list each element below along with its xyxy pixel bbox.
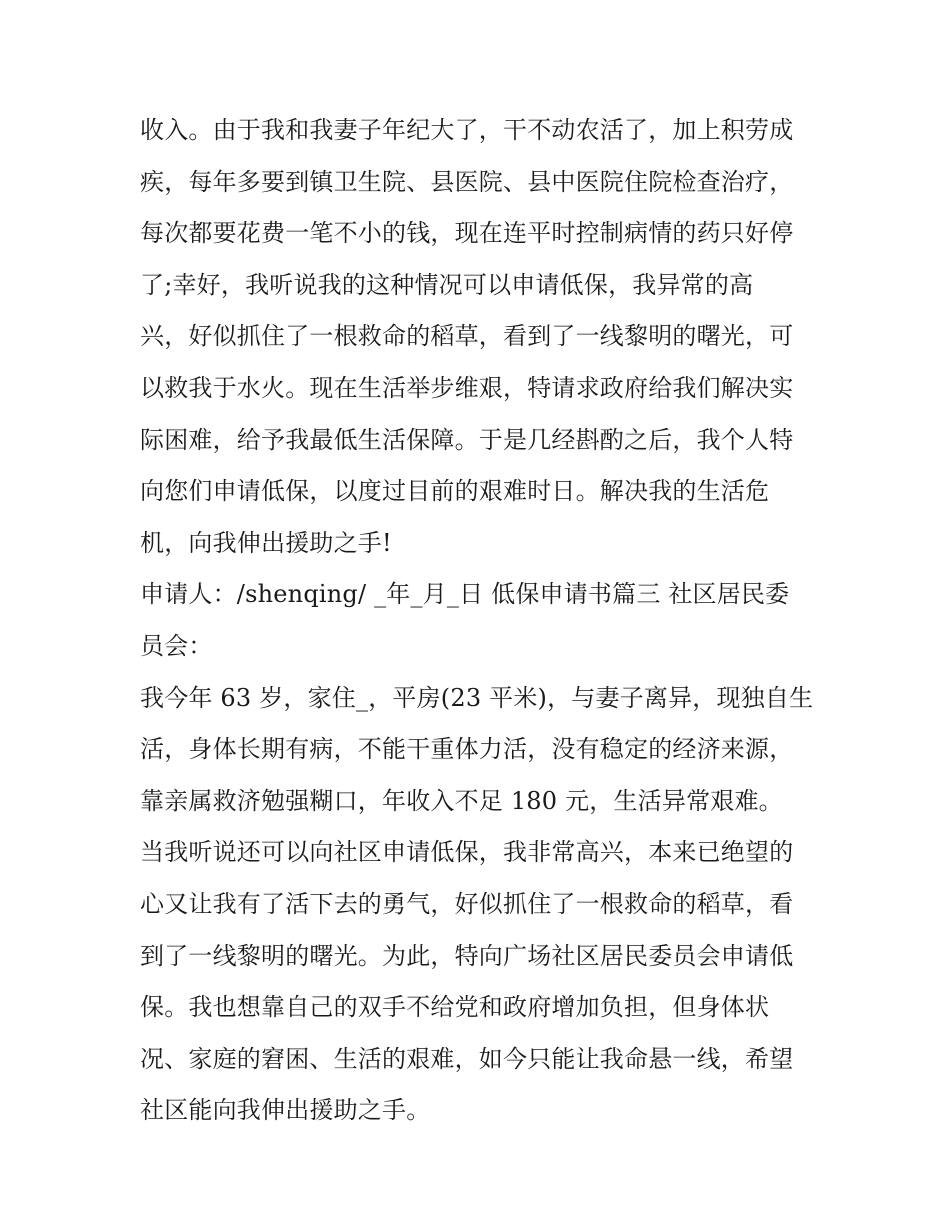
text-line: 当我听说还可以向社区申请低保，我非常高兴，本来已绝望的 xyxy=(140,838,794,867)
text-line: 到了一线黎明的曙光。为此，特向广场社区居民委员会申请低 xyxy=(140,941,794,970)
text-line: 活，身体长期有病，不能干重体力活，没有稳定的经济来源， xyxy=(140,735,794,764)
text-line: 际困难，给予我最低生活保障。于是几经斟酌之后，我个人特 xyxy=(140,425,794,454)
text-line: 机，向我伸出援助之手! xyxy=(140,528,392,557)
text-line: 心又让我有了活下去的勇气，好似抓住了一根救命的稻草，看 xyxy=(140,889,794,918)
text-line: 我今年 63 岁，家住_，平房(23 平米)，与妻子离异，现独自生 xyxy=(140,683,814,712)
text-line: 向您们申请低保，以度过目前的艰难时日。解决我的生活危 xyxy=(140,477,770,506)
text-line: 了;幸好，我听说我的这种情况可以申请低保，我异常的高 xyxy=(140,270,754,299)
text-line: 以救我于水火。现在生活举步维艰，特请求政府给我们解决实 xyxy=(140,373,794,402)
text-line: 靠亲属救济勉强糊口，年收入不足 180 元，生活异常艰难。 xyxy=(140,786,783,815)
document-body xyxy=(140,105,820,1137)
text-line: 每次都要花费一笔不小的钱，现在连平时控制病情的药只好停 xyxy=(140,219,794,248)
applicant-line: 申请人：/shenqing/ _年_月_日 低保申请书篇三 社区居民委 xyxy=(140,580,790,609)
text-line: 兴，好似抓住了一根救命的稻草，看到了一线黎明的曙光，可 xyxy=(140,322,794,351)
text-line: 员会： xyxy=(140,631,213,660)
text-line: 疾，每年多要到镇卫生院、县医院、县中医院住院检查治疗， xyxy=(140,167,794,196)
text-line: 收入。由于我和我妻子年纪大了，干不动农活了，加上积劳成 xyxy=(140,116,794,144)
text-line: 社区能向我伸出援助之手。 xyxy=(140,1096,431,1125)
text-line: 保。我也想靠自己的双手不给党和政府增加负担，但身体状 xyxy=(140,993,770,1022)
text-line: 况、家庭的窘困、生活的艰难，如今只能让我命悬一线，希望 xyxy=(140,1044,794,1073)
